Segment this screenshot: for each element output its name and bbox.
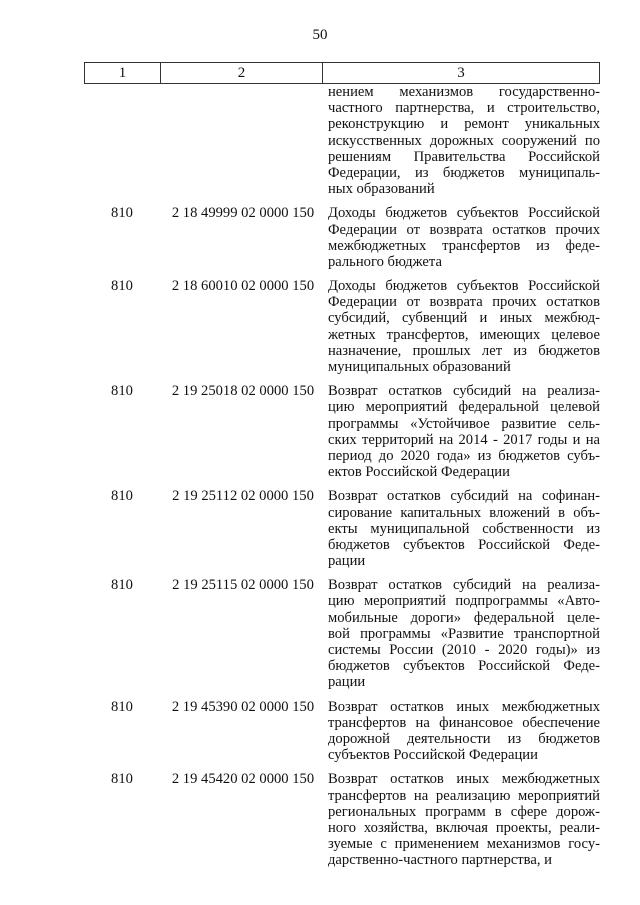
admin-code: 810: [111, 698, 133, 715]
description-line: Доходы бюджетов субъектов Российской: [328, 278, 600, 295]
budget-classification-code: 2 18 60010 02 0000 150: [171, 278, 315, 295]
description-line: цию мероприятий подпрограммы «Авто-: [328, 593, 600, 610]
description-line: муниципальных образований: [328, 359, 511, 375]
description-line: Доходы бюджетов субъектов Российской: [328, 205, 600, 222]
description-line: Возврат остатков субсидий на реализа-: [328, 383, 600, 400]
admin-code: 810: [111, 205, 133, 222]
table-row: [84, 699, 600, 764]
header-col-1: 1: [85, 63, 161, 83]
description-line: Возврат остатков иных межбюджетных: [328, 771, 600, 788]
description-line: ских территорий на 2014 - 2017 годы и на: [328, 431, 600, 448]
income-description: [328, 488, 600, 569]
description-line: межбюджетных трансфертов из феде-: [328, 237, 600, 254]
description-line: мобильные дороги» федеральной целе-: [328, 609, 600, 626]
description-line: нением механизмов государственно-: [328, 84, 600, 100]
budget-classification-code: 2 19 45390 02 0000 150: [171, 698, 315, 715]
table-row: [84, 577, 600, 690]
description-line: зуемые с применением механизмов госу-: [328, 836, 600, 853]
table-header-row: [84, 62, 600, 84]
description-line: региональных программ в сфере дорож-: [328, 803, 600, 820]
admin-code: [84, 84, 160, 197]
description-line: вой программы «Развитие транспортной: [328, 625, 600, 642]
description-line: Федерации, из бюджетов муниципаль-: [328, 164, 600, 181]
description-line: Возврат остатков иных межбюджетных: [328, 698, 600, 715]
description-line: ного хозяйства, включая проекты, реали-: [328, 819, 600, 836]
header-col-2: 2: [161, 63, 323, 83]
description-line: назначение, прошлых лет из бюджетов: [328, 342, 600, 359]
description-line: системы России (2010 - 2020 годы)» из: [328, 642, 600, 658]
description-line: программы «Устойчивое развитие сель-: [328, 415, 600, 432]
description-line: трансфертов на финансовое обеспечение: [328, 714, 600, 731]
description-line: субсидий, субвенций и иных межбюд-: [328, 310, 600, 327]
description-line: цию мероприятий федеральной целевой: [328, 399, 600, 416]
description-line: Федерации от возврата остатков прочих: [328, 221, 600, 238]
description-line: реконструкцию и ремонт уникальных: [328, 116, 600, 133]
table-row: [84, 278, 600, 375]
income-description: [328, 577, 600, 690]
budget-classification-code: 2 19 25115 02 0000 150: [172, 577, 314, 594]
description-line: Возврат остатков субсидий на софинан-: [328, 488, 600, 505]
budget-classification-code: [160, 84, 322, 197]
page-number: 50: [312, 27, 328, 43]
income-description: [328, 771, 600, 868]
description-line: бюджетов субъектов Российской Феде-: [328, 536, 600, 553]
admin-code: 810: [111, 383, 133, 400]
income-description: [328, 84, 600, 197]
table-body: [84, 84, 600, 868]
description-line: рации: [328, 553, 366, 570]
header-col-3: 3: [457, 64, 465, 81]
description-line: трансфертов на реализацию мероприятий: [328, 787, 600, 804]
description-line: жетных трансфертов, имеющих целевое: [328, 326, 600, 343]
admin-code: 810: [111, 577, 133, 594]
table-row: [84, 383, 600, 480]
description-line: рации: [328, 674, 366, 691]
table-row: [84, 771, 600, 868]
admin-code: 810: [111, 278, 133, 295]
description-line: рального бюджета: [328, 253, 442, 270]
table-row: [84, 205, 600, 270]
description-line: Возврат остатков субсидий на реализа-: [328, 577, 600, 594]
description-line: период до 2020 года» из бюджетов субъ-: [328, 447, 600, 464]
admin-code: 810: [111, 771, 133, 788]
description-line: сирование капитальных вложений в объ-: [328, 504, 600, 521]
description-line: екты муниципальной собственности из: [328, 520, 600, 537]
income-description: [328, 278, 600, 375]
budget-classification-code: 2 18 49999 02 0000 150: [171, 205, 315, 222]
description-line: частного партнерства, и строительство,: [328, 100, 600, 117]
table-row: [84, 488, 600, 569]
description-line: Федерации от возврата прочих остатков: [328, 294, 600, 311]
budget-classification-code: 2 19 25112 02 0000 150: [172, 488, 314, 505]
income-description: [328, 383, 600, 480]
description-line: бюджетов субъектов Российской Феде-: [328, 658, 600, 675]
budget-classification-code: 2 19 45420 02 0000 150: [171, 771, 315, 788]
description-line: дорожной деятельности из бюджетов: [328, 730, 600, 747]
income-description: [328, 699, 600, 764]
admin-code: 810: [111, 488, 133, 505]
description-line: ектов Российской Федерации: [328, 464, 510, 481]
description-line: решениям Правительства Российской: [328, 148, 600, 165]
description-line: субъектов Российской Федерации: [328, 747, 538, 764]
description-line: дарственно-частного партнерства, и: [328, 852, 552, 869]
budget-classification-code: 2 19 25018 02 0000 150: [171, 383, 315, 400]
description-line: искусственных дорожных сооружений по: [328, 132, 600, 149]
description-line: ных образований: [328, 181, 435, 198]
income-description: [328, 205, 600, 270]
table-row: [84, 84, 600, 197]
